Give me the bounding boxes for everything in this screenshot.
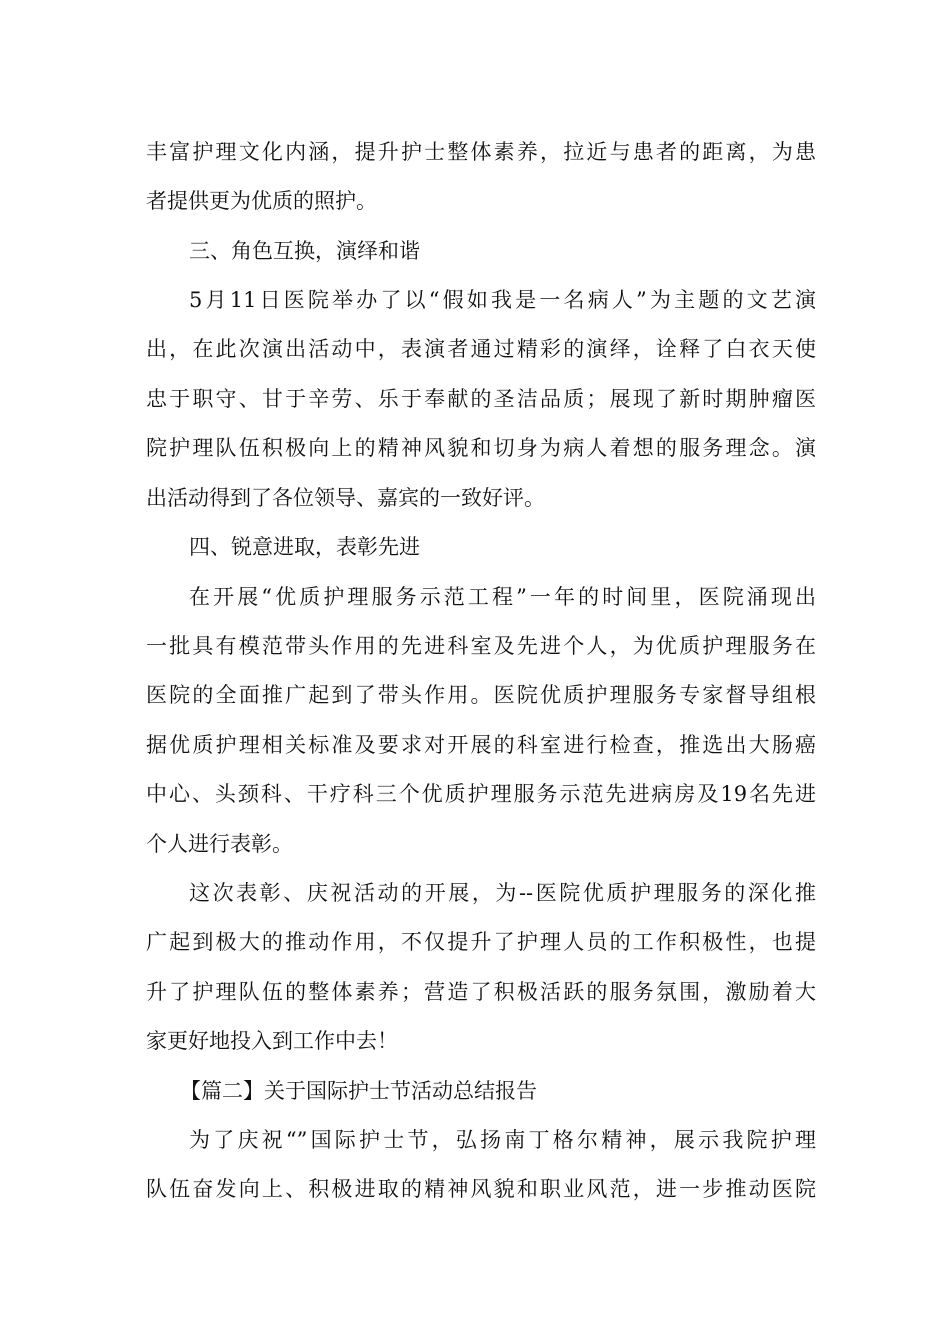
text-line: 医院的全面推广起到了带头作用。医院优质护理服务专家督导组根 <box>146 683 816 707</box>
section-title: 【篇二】关于国际护士节活动总结报告 <box>180 1079 537 1103</box>
text-line: 忠于职守、甘于辛劳、乐于奉献的圣洁品质；展现了新时期肿瘤医 <box>146 387 816 411</box>
text-line: 这次表彰、庆祝活动的开展，为--医院优质护理服务的深化推 <box>189 881 816 905</box>
text-line: 丰富护理文化内涵，提升护士整体素养，拉近与患者的距离，为患 <box>146 140 816 164</box>
text-line: 院护理队伍积极向上的精神风貌和切身为病人着想的服务理念。演 <box>146 436 816 460</box>
text-line: 在开展“优质护理服务示范工程”一年的时间里，医院涌现出 <box>189 585 816 609</box>
text-line: 5月11日医院举办了以“假如我是一名病人”为主题的文艺演 <box>189 288 816 312</box>
text-line: 为了庆祝“”国际护士节，弘扬南丁格尔精神，展示我院护理 <box>189 1128 816 1152</box>
text-line: 升了护理队伍的整体素养；营造了积极活跃的服务氛围，激励着大 <box>146 980 816 1004</box>
text-line: 一批具有模范带头作用的先进科室及先进个人，为优质护理服务在 <box>146 634 816 658</box>
text-line: 出活动得到了各位领导、嘉宾的一致好评。 <box>146 486 545 510</box>
text-line: 队伍奋发向上、积极进取的精神风貌和职业风范，进一步推动医院 <box>146 1177 816 1201</box>
section-heading: 四、锐意进取，表彰先进 <box>189 535 420 559</box>
text-line: 者提供更为优质的照护。 <box>146 189 377 213</box>
text-line: 出，在此次演出活动中，表演者通过精彩的演绎，诠释了白衣天使 <box>146 337 816 361</box>
text-line: 据优质护理相关标准及要求对开展的科室进行检查，推选出大肠癌 <box>146 733 816 757</box>
text-line: 个人进行表彰。 <box>146 832 293 856</box>
text-line: 中心、头颈科、干疗科三个优质护理服务示范先进病房及19名先进 <box>146 782 816 806</box>
text-line: 广起到极大的推动作用，不仅提升了护理人员的工作积极性，也提 <box>146 930 816 954</box>
section-heading: 三、角色互换，演绎和谐 <box>189 239 420 263</box>
text-line: 家更好地投入到工作中去！ <box>146 1029 398 1053</box>
